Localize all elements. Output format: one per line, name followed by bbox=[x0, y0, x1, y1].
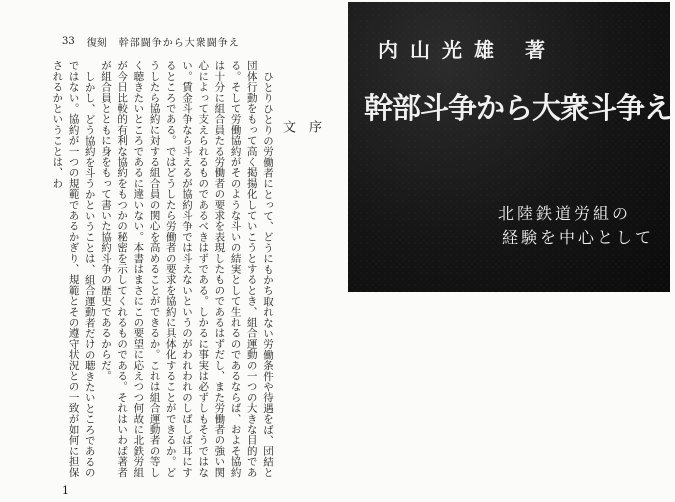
series-label: 復刻 bbox=[86, 37, 107, 49]
book-cover bbox=[348, 2, 673, 292]
cover-author: 内山光雄 著 bbox=[378, 38, 557, 62]
paragraph: しかし、どう協約を斗うかということは、組合運動者だけの聴きたいところであるのではない。協約が一つの規範であるかぎり、規範とその遵守状況との一致が如何に担保されるかということは、わ bbox=[51, 60, 96, 478]
cover-subtitle-line: 北陸鉄道労組の bbox=[498, 204, 632, 223]
running-header bbox=[62, 31, 342, 51]
page-number: 33 bbox=[62, 35, 75, 47]
paragraph: ひとりひとりの労働者にとって、どうにもかち取れない労働条件や待遇をば、団結と団体行動をもって高く掲揚化していこうとするとき、組合運動の一つの大きな目的である。そして労働協約がそのような斗いの結実として生れるのであるならば、およそ協約は十分に組合員たる労働者の要求を表現したものであるはずだし、また労働者の強い関心によって支えられるものであるべきはずである。しかるに事実は必ずしもそうではない。賃金斗争なら斗えるが協約斗争では斗えないというのがわれわれのしばしば耳にするところである。ではどうしたら労働者の要求を協約に具体化することができるか。どうしたら協約に対する組合員の関心を高めることができるか。これは組合運動者の等しく聴きたいところであるに違いない。本書はまさにこの要望に応えつつ何故に北鉄労組が今日比較的有利な協約をもつかの秘密を示してくれるものである。それはいわば著者が組合員とともに身をもって書いた協約斗争の歴史であるからだ。 bbox=[99, 60, 274, 478]
folio-number: 1 bbox=[62, 484, 69, 497]
section-heading: 序 文 bbox=[280, 120, 321, 242]
cover-subtitle bbox=[498, 202, 658, 250]
cover-subtitle-line: 経験を中心として bbox=[502, 228, 655, 247]
running-title: 幹部闘争から大衆闘争え bbox=[118, 37, 240, 49]
cover-title: 幹部斗争から大衆斗争え bbox=[364, 91, 673, 125]
preface-body bbox=[51, 60, 276, 480]
